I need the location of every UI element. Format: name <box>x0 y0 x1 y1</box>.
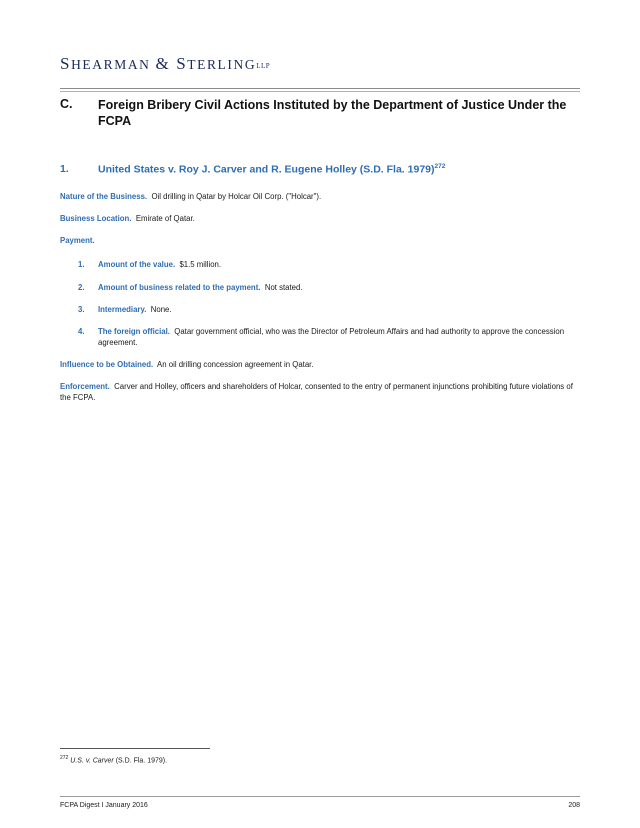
enforcement-paragraph <box>60 381 580 403</box>
influence-paragraph <box>60 359 580 370</box>
item-label: Intermediary. <box>98 305 147 314</box>
firm-logo: SHEARMAN & STERLINGLLP <box>60 54 271 73</box>
footnote-rule <box>60 748 210 749</box>
item-label: The foreign official. <box>98 327 170 336</box>
enforcement-label: Enforcement. <box>60 382 110 391</box>
location-text: Emirate of Qatar. <box>135 214 195 223</box>
item-label: Amount of the value. <box>98 260 176 269</box>
enforcement-text: Carver and Holley, officers and shareholders of Holcar, consented to the entry of permanent injunctions prohibiting future violations of the FCPA. <box>60 382 573 402</box>
case-heading <box>60 163 580 176</box>
item-text: Qatar government official, who was the Director of Petroleum Affairs and had authority to approve the concession agreement. <box>98 327 565 347</box>
location-paragraph <box>60 213 580 224</box>
influence-text: An oil drilling concession agreement in Qatar. <box>157 360 314 369</box>
footnote-ref[interactable]: 272 <box>434 163 446 170</box>
list-item: 4. The foreign official. Qatar government official, who was the Director of Petroleum Affairs and had authority to approve the concession agreement. <box>78 327 565 347</box>
section-heading <box>60 97 580 129</box>
footer-rule <box>60 796 580 797</box>
footnote-text: (S.D. Fla. 1979). <box>115 757 168 765</box>
footnote-case: U.S. v. Carver <box>70 757 114 765</box>
item-text: None. <box>150 305 172 314</box>
business-text: Oil drilling in Qatar by Holcar Oil Corp. ("Holcar"). <box>151 192 322 201</box>
payment-label: Payment. <box>60 236 95 245</box>
case-title: United States v. Roy J. Carver and R. Eugene Holley (S.D. Fla. 1979) <box>98 163 435 176</box>
item-text: $1.5 million. <box>179 260 222 269</box>
influence-label: Influence to be Obtained. <box>60 360 154 369</box>
list-item: 3. Intermediary. None. <box>78 305 172 314</box>
list-item: 2. Amount of business related to the payment. Not stated. <box>78 283 303 292</box>
business-label: Nature of the Business. <box>60 192 148 201</box>
case-number: 1. <box>60 163 69 175</box>
business-paragraph <box>60 191 580 202</box>
page-number: 208 <box>568 802 580 809</box>
header-rule <box>60 88 580 92</box>
footnote <box>60 755 167 764</box>
footer-title: FCPA Digest I January 2016 <box>60 802 148 809</box>
payment-paragraph <box>60 235 580 246</box>
location-label: Business Location. <box>60 214 132 223</box>
footnote-number: 272 <box>60 755 69 761</box>
item-label: Amount of business related to the payment. <box>98 283 261 292</box>
section-title: Foreign Bribery Civil Actions Instituted by the Department of Justice Under the FCPA <box>98 98 567 128</box>
list-item: 1. Amount of the value. $1.5 million. <box>78 260 222 269</box>
section-number: C. <box>60 97 73 111</box>
item-text: Not stated. <box>264 283 303 292</box>
